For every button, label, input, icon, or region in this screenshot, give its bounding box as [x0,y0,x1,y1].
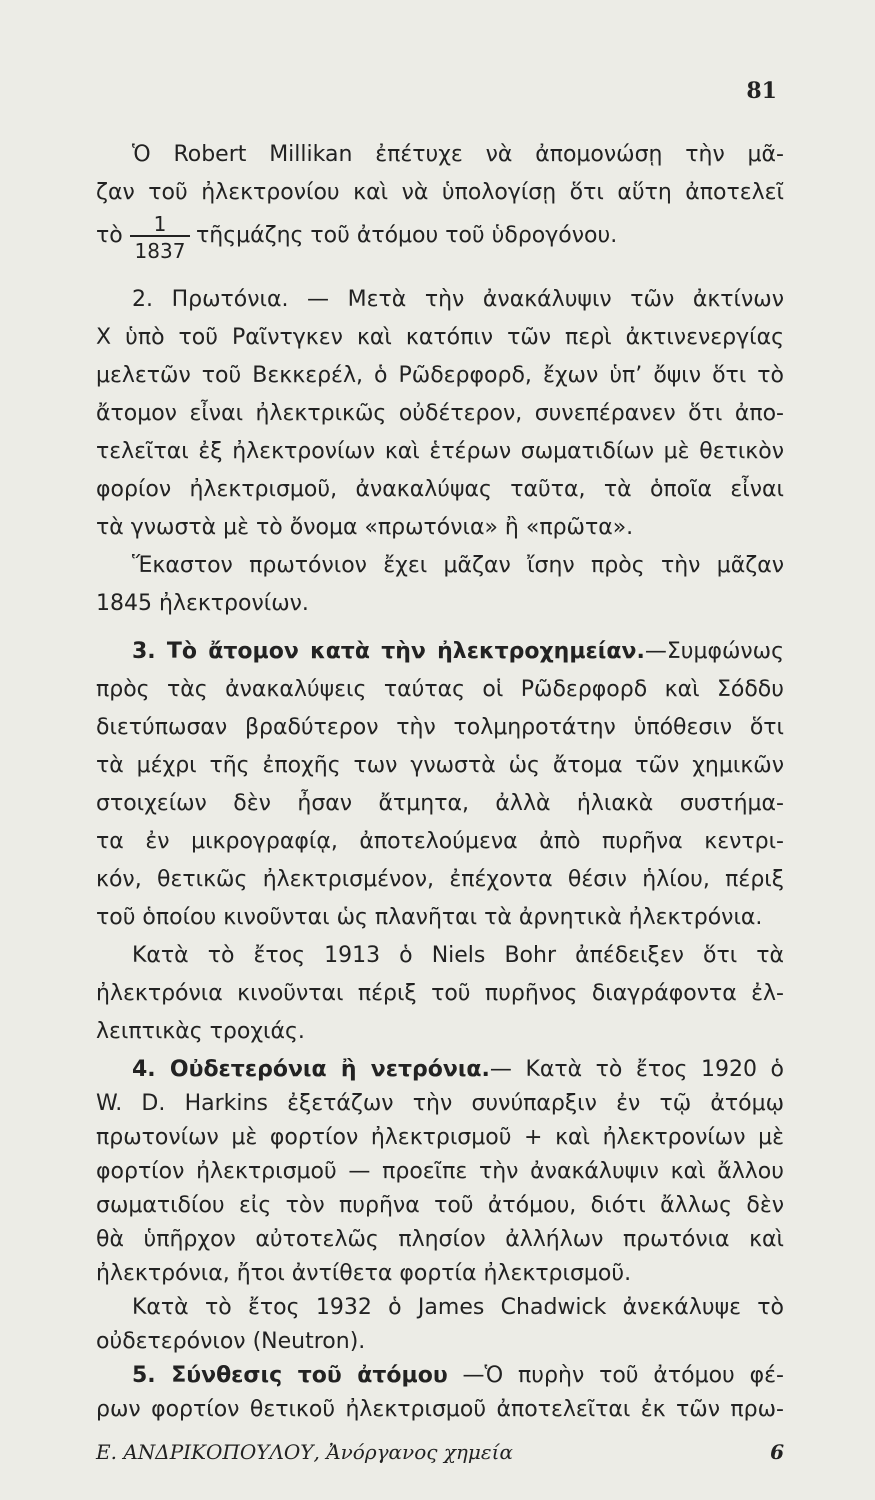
text-line: ἠλεκτρόνια κινοῦνται πέριξ τοῦ πυρῆνος διαγράφοντα ἐλ- [96,981,784,1006]
footer-book-title: Ε. ΑΝΔΡΙΚΟΠΟΥΛΟΥ, Ἀνόργανος χημεία [96,1440,513,1464]
section-2-heading-line [132,285,784,315]
text-line: Ἕκαστον πρωτόνιον ἔχει μᾶζαν ἴσην πρὸς τὴν μᾶζαν [132,553,784,578]
text-line: τελεῖται ἐξ ἠλεκτρονίων καὶ ἑτέρων σωματιδίων μὲ θετικὸν [96,439,784,464]
text-line: οὐδετερόνιον (Neutron). [96,1329,366,1354]
text-line: φορτίον ἠλεκτρισμοῦ — προεῖπε τὴν ἀνακάλυψιν καὶ ἄλλου [96,1159,784,1184]
section-title: 5. Σύνθεσις τοῦ ἀτόμου [132,1363,448,1388]
text-line: Κατὰ τὸ ἔτος 1913 ὁ Niels Bohr ἀπέδειξεν ὅτι τὰ [132,943,784,968]
text-line: τὰ γνωστὰ μὲ τὸ ὄνομα «πρωτόνια» ἢ «πρῶτα». [96,515,634,540]
footer-signature-number: 6 [770,1440,784,1464]
text-fragment: — Μετὰ τὴν ἀνακάλυψιν τῶν ἀκτίνων [307,287,784,312]
section-5-heading-line [132,1361,784,1391]
fraction [130,213,190,265]
section-title: 2. Πρωτόνια. [132,287,289,312]
text-line: σωματιδίου εἰς τὸν πυρῆνα τοῦ ἀτόμου, διότι ἄλλως δὲν [96,1193,784,1218]
text-line: κόν, θετικῶς ἠλεκτρισμένον, ἐπέχοντα θέσιν ἡλίου, πέριξ [96,867,784,892]
text-line: ἄτομον εἶναι ἠλεκτρικῶς οὐδέτερον, συνεπέρανεν ὅτι ἀπο- [96,401,784,426]
fraction-denominator: 1837 [134,239,186,263]
text-line: πρωτονίων μὲ φορτίον ἠλεκτρισμοῦ + καὶ ἠλεκτρονίων μὲ [96,1125,784,1150]
text-line: τα ἐν μικρογραφίᾳ, ἀποτελούμενα ἀπὸ πυρῆνα κεντρι- [96,829,784,854]
text-line: τὰ μέχρι τῆς ἐποχῆς των γνωστὰ ὡς ἄτομα τῶν χημικῶν [96,753,784,778]
text-line: ζαν τοῦ ἠλεκτρονίου καὶ νὰ ὑπολογίσῃ ὅτι αὕτη ἀποτελεῖ [96,180,784,205]
text-fragment: —Συμφώνως [644,639,784,664]
section-title: 3. Τὸ ἄτομον κατὰ τὴν ἠλεκτροχημείαν. [132,639,645,664]
fraction-line [96,213,784,273]
text-line: ἠλεκτρόνια, ἤτοι ἀντίθετα φορτία ἠλεκτρισμοῦ. [96,1261,632,1286]
fraction-numerator: 1 [130,213,190,237]
text-line: θὰ ὑπῆρχον αὐτοτελῶς πλησίον ἀλλήλων πρωτόνια καὶ [96,1227,784,1252]
page-number: 81 [746,78,777,104]
text-line: στοιχείων δὲν ἦσαν ἄτμητα, ἀλλὰ ἡλιακὰ συστήμα- [96,791,784,816]
text-line: Ὁ Robert Millikan ἐπέτυχε νὰ ἀπομονώσῃ τὴν μᾶ- [132,142,784,167]
section-3-heading-line [132,637,784,667]
text-line: μελετῶν τοῦ Βεκκερέλ, ὁ Ρῶδερφορδ, ἔχων ὑπ’ ὄψιν ὅτι τὸ [96,363,784,388]
text-fragment: —Ὁ πυρὴν τοῦ ἀτόμου φέ- [447,1363,784,1388]
text-line: πρὸς τὰς ἀνακαλύψεις ταύτας οἱ Ρῶδερφορδ καὶ Σόδδυ [96,677,784,702]
section-title: 4. Οὐδετερόνια ἢ νετρόνια. [132,1057,490,1082]
section-4-heading-line [132,1055,784,1085]
text-fragment: — Κατὰ τὸ ἔτος 1920 ὁ [489,1057,784,1082]
text-line: ρων φορτίον θετικοῦ ἠλεκτρισμοῦ ἀποτελεῖται ἐκ τῶν πρω- [96,1397,784,1422]
text-fragment: τῆςμάζης τοῦ ἀτόμου τοῦ ὑδρογόνου. [196,223,618,248]
text-line: φορίον ἠλεκτρισμοῦ, ἀνακαλύψας ταῦτα, τὰ ὁποῖα εἶναι [96,477,784,502]
text-line: τοῦ ὁποίου κινοῦνται ὡς πλανῆται τὰ ἀρνητικὰ ἠλεκτρόνια. [96,905,763,930]
text-line: Κατὰ τὸ ἔτος 1932 ὁ James Chadwick ἀνεκάλυψε τὸ [132,1295,784,1320]
text-line: 1845 ἠλεκτρονίων. [96,591,309,616]
text-line: Χ ὑπὸ τοῦ Ραῖντγκεν καὶ κατόπιν τῶν περὶ ἀκτινενεργίας [96,325,784,350]
text-line: διετύπωσαν βραδύτερον τὴν τολμηροτάτην ὑπόθεσιν ὅτι [96,715,784,740]
text-line: W. D. Harkins ἐξετάζων τὴν συνύπαρξιν ἐν τῷ ἀτόμῳ [96,1091,784,1116]
text-fragment: τὸ [96,223,123,248]
text-line: λειπτικὰς τροχιάς. [96,1019,305,1044]
